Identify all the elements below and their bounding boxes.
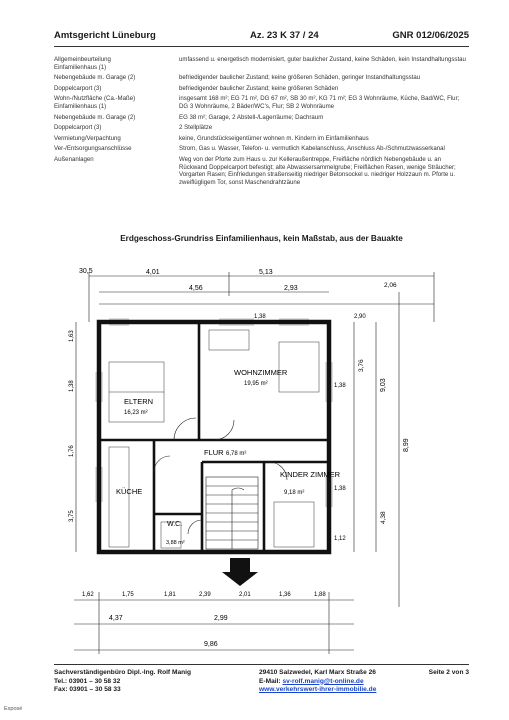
info-key: Nebengebäude m. Garage (2): [54, 113, 136, 121]
case-reference: Az. 23 K 37 / 24: [250, 30, 319, 41]
dim-bottom-7: 4,37: [109, 615, 123, 622]
room-kinderzimmer-label: KINDER ZIMMER: [280, 470, 340, 479]
footer-office-block: [54, 669, 191, 695]
room-flur-label: FLUR: [204, 448, 224, 457]
dim-right-6: 1,12: [334, 536, 346, 542]
room-eltern-area: 16,23 m²: [124, 410, 148, 416]
office-name: Sachverständigenbüro Dipl.-Ing. Rolf Manig: [54, 669, 192, 676]
dim-top-2: 5,13: [259, 269, 273, 276]
dim-left-2: 1,76: [69, 445, 75, 457]
document-header: [54, 30, 469, 44]
dim-bottom-4: 2,01: [239, 592, 251, 598]
info-row: [54, 124, 469, 135]
dim-bottom-3: 2,39: [199, 592, 211, 598]
floor-plan-title: Erdgeschoss-Grundriss Einfamilienhaus, kein Maßstab, aus der Bauakte: [120, 234, 403, 243]
info-row: [54, 95, 469, 113]
dim-right-2: 9,03: [380, 378, 387, 392]
dim-top-6: 1,38: [254, 314, 266, 320]
footer-contact-block: [259, 669, 376, 695]
room-kueche-label: KÜCHE: [116, 487, 143, 496]
email-link[interactable]: sv-rolf.manig@t-online.de: [282, 677, 364, 685]
dim-right-0: 3,76: [358, 359, 365, 372]
dim-right-5: 4,38: [380, 511, 387, 524]
info-key: Außenanlagen: [54, 155, 94, 163]
dim-bottom-0: 1,62: [82, 592, 94, 598]
header-rule: [54, 46, 469, 47]
info-value: 2 Stellplätze: [179, 124, 213, 132]
room-flur-area: 6,78 m²: [226, 451, 247, 457]
dim-top-7: 2,90: [354, 314, 366, 320]
dim-bottom-5: 1,36: [279, 592, 291, 598]
room-wohnzimmer-area: 19,95 m²: [244, 381, 268, 387]
info-key: Doppelcarport (3): [54, 84, 102, 92]
dim-right-1: 8,99: [403, 438, 410, 452]
dim-top-3: 4,56: [189, 285, 203, 292]
dim-top-1: 4,01: [146, 269, 160, 276]
email-label: E-Mail:: [259, 677, 281, 685]
info-value: befriedigender baulicher Zustand; keine größeren Schäden: [179, 84, 339, 92]
dim-top-4: 2,93: [284, 285, 298, 292]
exterior-walls: [99, 322, 329, 552]
info-row: [54, 85, 469, 96]
dim-left-1: 1,38: [69, 380, 75, 392]
dim-right-4: 1,38: [334, 486, 346, 492]
office-email-line: [259, 678, 376, 687]
dim-right-3: 1,38: [334, 383, 346, 389]
dim-top-5: 2,06: [384, 282, 397, 289]
right-dimension-lines: [354, 292, 399, 607]
page-number: Seite 2 von 3: [428, 669, 469, 676]
info-key: Ver-/Entsorgungsanschlüsse: [54, 145, 132, 153]
info-value: befriedigender baulicher Zustand; keine größeren Schäden, geringer Instandhaltungsstau: [179, 74, 421, 82]
room-wc-area: 3,88 m²: [166, 540, 185, 546]
dim-bottom-8: 2,99: [214, 615, 228, 622]
interior-walls: [99, 322, 329, 552]
dim-bottom-2: 1,81: [164, 592, 176, 598]
info-row: [54, 56, 469, 74]
footer-rule: [54, 664, 469, 665]
office-address: 29410 Salzwedel, Karl Marx Straße 26: [259, 669, 376, 676]
room-eltern-label: ELTERN: [124, 397, 154, 406]
dim-bottom-1: 1,75: [122, 592, 134, 598]
entrance-arrow-icon: [222, 558, 258, 586]
ground-floor-plan: [54, 262, 469, 662]
info-value: Strom, Gas u. Wasser, Telefon- u. vermutlich Kabelanschluss, Anschluss Ab-/Schmutzwasserkanal: [179, 145, 445, 153]
info-key: Wohn-/Nutzfläche (Ca.-Maße) Einfamilienhaus (1): [54, 95, 136, 110]
dim-top-0: 30,5: [79, 268, 93, 275]
info-key: Doppelcarport (3): [54, 124, 102, 132]
dim-left-3: 3,75: [69, 510, 75, 522]
info-key: Vermietung/Verpachtung: [54, 134, 121, 142]
info-row: [54, 114, 469, 125]
dim-bottom-9: 9,86: [204, 641, 218, 648]
info-value: insgesamt 168 m²; EG 71 m², DG 67 m², SB 30 m², KG 71 m²; EG 3 Wohnräume, Küche, Bad/WC, Flur; DG 3 Wohnräume, 2 Bäder/WC's, Flur; SB 2 Wohnräume: [179, 95, 460, 110]
info-key: Allgemeinbeurteilung Einfamilienhaus (1): [54, 56, 111, 71]
court-name: Amtsgericht Lüneburg: [54, 30, 156, 41]
room-kinderzimmer-area: 9,18 m²: [284, 490, 305, 496]
corner-label: Exposé: [4, 706, 23, 712]
info-key: Nebengebäude m. Garage (2): [54, 74, 136, 82]
room-wohnzimmer-label: WOHNZIMMER: [234, 368, 288, 377]
property-info-table: [54, 56, 469, 189]
staircase: [206, 477, 258, 549]
info-value: EG 38 m²; Garage, 2 Abstell-/Lagerräume; Dachraum: [179, 113, 324, 121]
website-link[interactable]: www.verkehrswert-ihrer-immobilie.de: [259, 686, 377, 694]
door-swings: [154, 418, 287, 534]
info-row: [54, 145, 469, 156]
info-row: [54, 74, 469, 85]
room-wc-label: W.C.: [167, 521, 183, 528]
dim-left-0: 1,63: [69, 330, 75, 342]
info-value: keine, Grundstückseigentümer wohnen m. Kindern im Einfamilienhaus: [179, 134, 369, 142]
office-phone: Tel.: 03901 – 30 58 32: [54, 677, 121, 685]
office-fax: Fax: 03901 – 30 58 33: [54, 686, 121, 694]
dim-bottom-6: 1,88: [314, 592, 326, 598]
info-row: [54, 135, 469, 146]
gnr-reference: GNR 012/06/2025: [392, 30, 469, 41]
info-value: Weg von der Pforte zum Haus u. zur Kelleraußentreppe, Freifläche nördlich Nebengebäude u. an Rückwand Doppelcarport befestigt; alte Abwassersammelgrube; Freiflächen Rasen, wenige Sträucher; Vorgarten Rasen; Einfriedungen straßenseitig niedriger Betonsockel u. niedriger Holzzaun m. Pforte u. zweiflügligem Tor, sonst Maschendrahtzäune: [179, 155, 456, 186]
info-value: umfassend u. energetisch modernisiert, guter baulicher Zustand, keine Schäden, kein Instandhaltungsstau: [179, 56, 466, 63]
info-row: [54, 156, 469, 189]
